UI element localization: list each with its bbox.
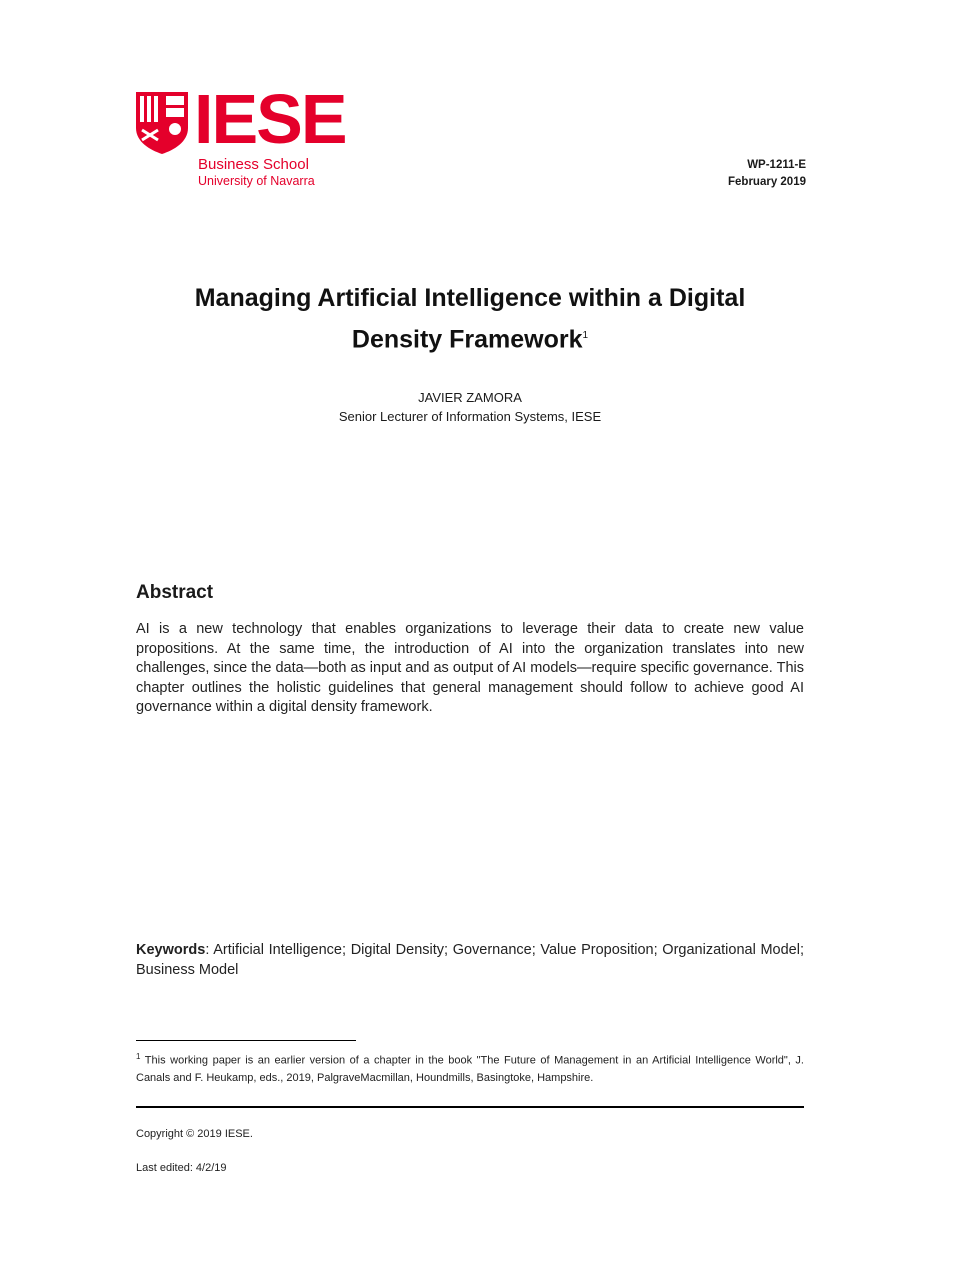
footnote (136, 1048, 804, 1087)
title-footnote-marker: 1 (582, 330, 589, 341)
paper-meta (728, 157, 806, 191)
author-block (120, 388, 820, 426)
paper-title (120, 280, 820, 358)
logo-wordmark: IESE (194, 80, 346, 158)
logo-university: University of Navarra (198, 174, 315, 188)
title-line-1: Managing Artificial Intelligence within a Digital (194, 284, 746, 312)
bottom-divider (136, 1106, 804, 1108)
keywords (136, 940, 804, 980)
keywords-text: : Artificial Intelligence; Digital Density; Governance; Value Proposition; Organizational Model; Business Model (136, 942, 804, 978)
iese-shield-emblem-icon (136, 92, 188, 154)
footnote-marker: 1 (136, 1052, 141, 1061)
author-affiliation: Senior Lecturer of Information Systems, IESE (338, 409, 602, 424)
footnote-text: This working paper is an earlier version of a chapter in the book "The Future of Management in an Artificial Intelligence World", J. Canals and F. Heukamp, eds., 2019, PalgraveMacmillan, Houndmills, Basingtoke, Hampshire. (136, 1054, 804, 1084)
paper-id: WP-1211-E (747, 159, 806, 171)
author-name: JAVIER ZAMORA (418, 390, 522, 405)
keywords-label: Keywords (136, 942, 206, 958)
footnote-divider (136, 1040, 356, 1041)
abstract-heading: Abstract (136, 582, 214, 603)
iese-logo (136, 80, 346, 192)
last-edited: Last edited: 4/2/19 (136, 1162, 227, 1174)
paper-date: February 2019 (728, 176, 806, 188)
logo-business-school: Business School (198, 156, 309, 173)
abstract-body: AI is a new technology that enables organizations to leverage their data to create new value propositions. At the same time, the introduction of AI into the organization translates into new challenges, since the data—both as input and as output of AI models—require specific governance. This chapter outlines the holistic guidelines that general management should follow to achieve good AI governance within a digital density framework. (136, 621, 804, 716)
title-line-2: Density Framework (351, 325, 583, 354)
copyright: Copyright © 2019 IESE. (136, 1128, 253, 1140)
